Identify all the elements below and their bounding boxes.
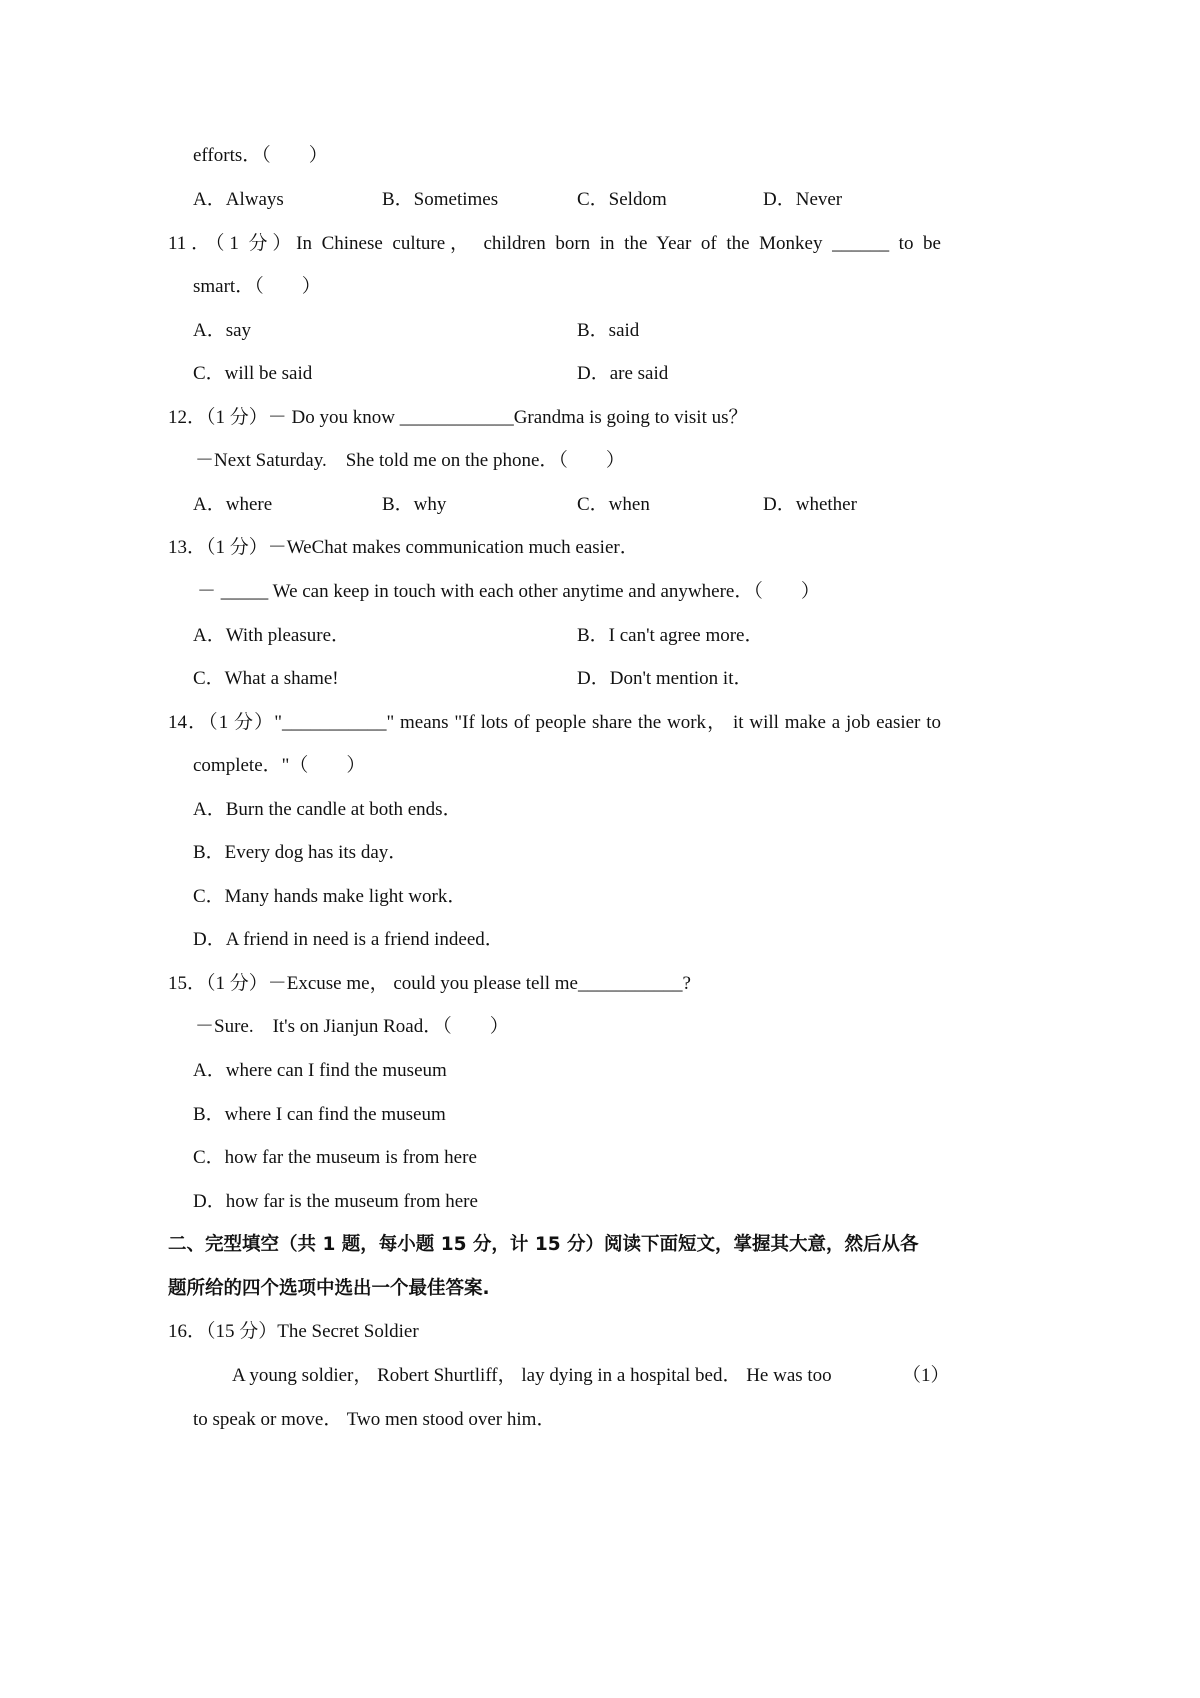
q12-option-d[interactable]: D．whether — [763, 494, 857, 515]
q16-passage-text2: to speak or move． Two men stood over him． — [193, 1409, 556, 1430]
q16-passage-text1: A young soldier， Robert Shurtliff， lay dying in a hospital bed． He was too — [232, 1365, 832, 1386]
q13-stem-line1: 13．（1 分）－WeChat makes communication much easier． — [168, 537, 639, 558]
q12-stem — [0, 403, 1200, 433]
q11-options-row1 — [0, 316, 1200, 346]
q15-stem-line1: 15．（1 分）－Excuse me， could you please tell me___________? — [168, 973, 691, 994]
q14-option-row-b — [0, 838, 1200, 868]
q14-option-row-c — [0, 882, 1200, 912]
q14-stem-line2: complete．"（ ） — [193, 755, 366, 776]
q11-option-c[interactable]: C．will be said — [193, 363, 313, 384]
q16-blank-1: （1） — [902, 1365, 950, 1386]
q15-option-row-b — [0, 1100, 1200, 1130]
q14-option-b[interactable]: B．Every dog has its day． — [193, 842, 408, 863]
q12-stem-line2: －Next Saturday. She told me on the phone．（ ） — [195, 450, 625, 471]
q12-option-a[interactable]: A．where — [193, 494, 273, 515]
q16-passage-line2 — [0, 1405, 1200, 1435]
q15-option-row-d — [0, 1187, 1200, 1217]
q11-option-d[interactable]: D．are said — [577, 363, 669, 384]
q13-option-c[interactable]: C．What a shame! — [193, 668, 339, 689]
q13-stem — [0, 533, 1200, 563]
q13-options-row2 — [0, 664, 1200, 694]
q15-stem — [0, 969, 1200, 999]
q12-response — [0, 446, 1200, 476]
q14-option-d[interactable]: D．A friend in need is a friend indeed． — [193, 929, 504, 950]
q13-option-b[interactable]: B．I can't agree more． — [577, 625, 764, 646]
q15-option-row-a — [0, 1056, 1200, 1086]
section2-heading-line2: 题所给的四个选项中选出一个最佳答案. — [168, 1278, 490, 1299]
q10-options — [0, 185, 1200, 215]
q11-stem — [0, 229, 1200, 259]
q12-stem-line1: 12．（1 分）－ Do you know ____________Grandma is going to visit us？ — [168, 407, 748, 428]
q12-option-c[interactable]: C．when — [577, 494, 650, 515]
q10-option-b[interactable]: B．Sometimes — [382, 189, 499, 210]
q15-option-d[interactable]: D．how far is the museum from here — [193, 1191, 478, 1212]
section2-heading — [0, 1230, 1200, 1260]
q11-options-row2 — [0, 359, 1200, 389]
q16-passage-line1 — [0, 1361, 1200, 1391]
q10-option-a[interactable]: A．Always — [193, 189, 284, 210]
q10-option-d[interactable]: D．Never — [763, 189, 843, 210]
q14-stem — [0, 708, 1200, 738]
q14-stem-line1: 14．（1 分）"___________" means "If lots of people share the work， it will make a job easier to — [168, 712, 941, 733]
q13-options-row1 — [0, 621, 1200, 651]
q14-option-row-a — [0, 795, 1200, 825]
q15-option-a[interactable]: A．where can I find the museum — [193, 1060, 447, 1081]
q13-option-d[interactable]: D．Don't mention it． — [577, 668, 753, 689]
q14-stem-continued — [0, 751, 1200, 781]
q16-title-text: 16．（15 分）The Secret Soldier — [168, 1321, 419, 1342]
q11-option-a[interactable]: A．say — [193, 320, 252, 341]
q11-stem-line1: 11．（1 分）In Chinese culture， children born in the Year of the Monkey ______ to be — [168, 233, 941, 254]
section2-heading-continued — [0, 1274, 1200, 1304]
q11-option-b[interactable]: B．said — [577, 320, 640, 341]
q14-option-row-d — [0, 925, 1200, 955]
q15-option-c[interactable]: C．how far the museum is from here — [193, 1147, 477, 1168]
section2-heading-line1: 二、完型填空（共 1 题，每小题 15 分，计 15 分）阅读下面短文，掌握其大意，然后从各 — [168, 1234, 919, 1255]
q11-stem-line2: smart．（ ） — [193, 276, 321, 297]
q13-option-a[interactable]: A．With pleasure． — [193, 625, 351, 646]
q15-option-row-c — [0, 1143, 1200, 1173]
q12-options — [0, 490, 1200, 520]
q10-option-c[interactable]: C．Seldom — [577, 189, 667, 210]
q13-response — [0, 577, 1200, 607]
q15-response — [0, 1012, 1200, 1042]
q14-option-a[interactable]: A．Burn the candle at both ends． — [193, 799, 462, 820]
q14-option-c[interactable]: C．Many hands make light work． — [193, 886, 467, 907]
q16-title — [0, 1317, 1200, 1347]
q15-option-b[interactable]: B．where I can find the museum — [193, 1104, 446, 1125]
q12-option-b[interactable]: B．why — [382, 494, 447, 515]
q10-stem-continued — [0, 141, 1200, 171]
q13-stem-line2: － _____ We can keep in touch with each other anytime and anywhere．（ ） — [197, 581, 820, 602]
q11-stem-continued — [0, 272, 1200, 302]
q15-stem-line2: －Sure. It's on Jianjun Road．（ ） — [195, 1016, 509, 1037]
q10-stem-text: efforts．（ ） — [193, 145, 328, 166]
